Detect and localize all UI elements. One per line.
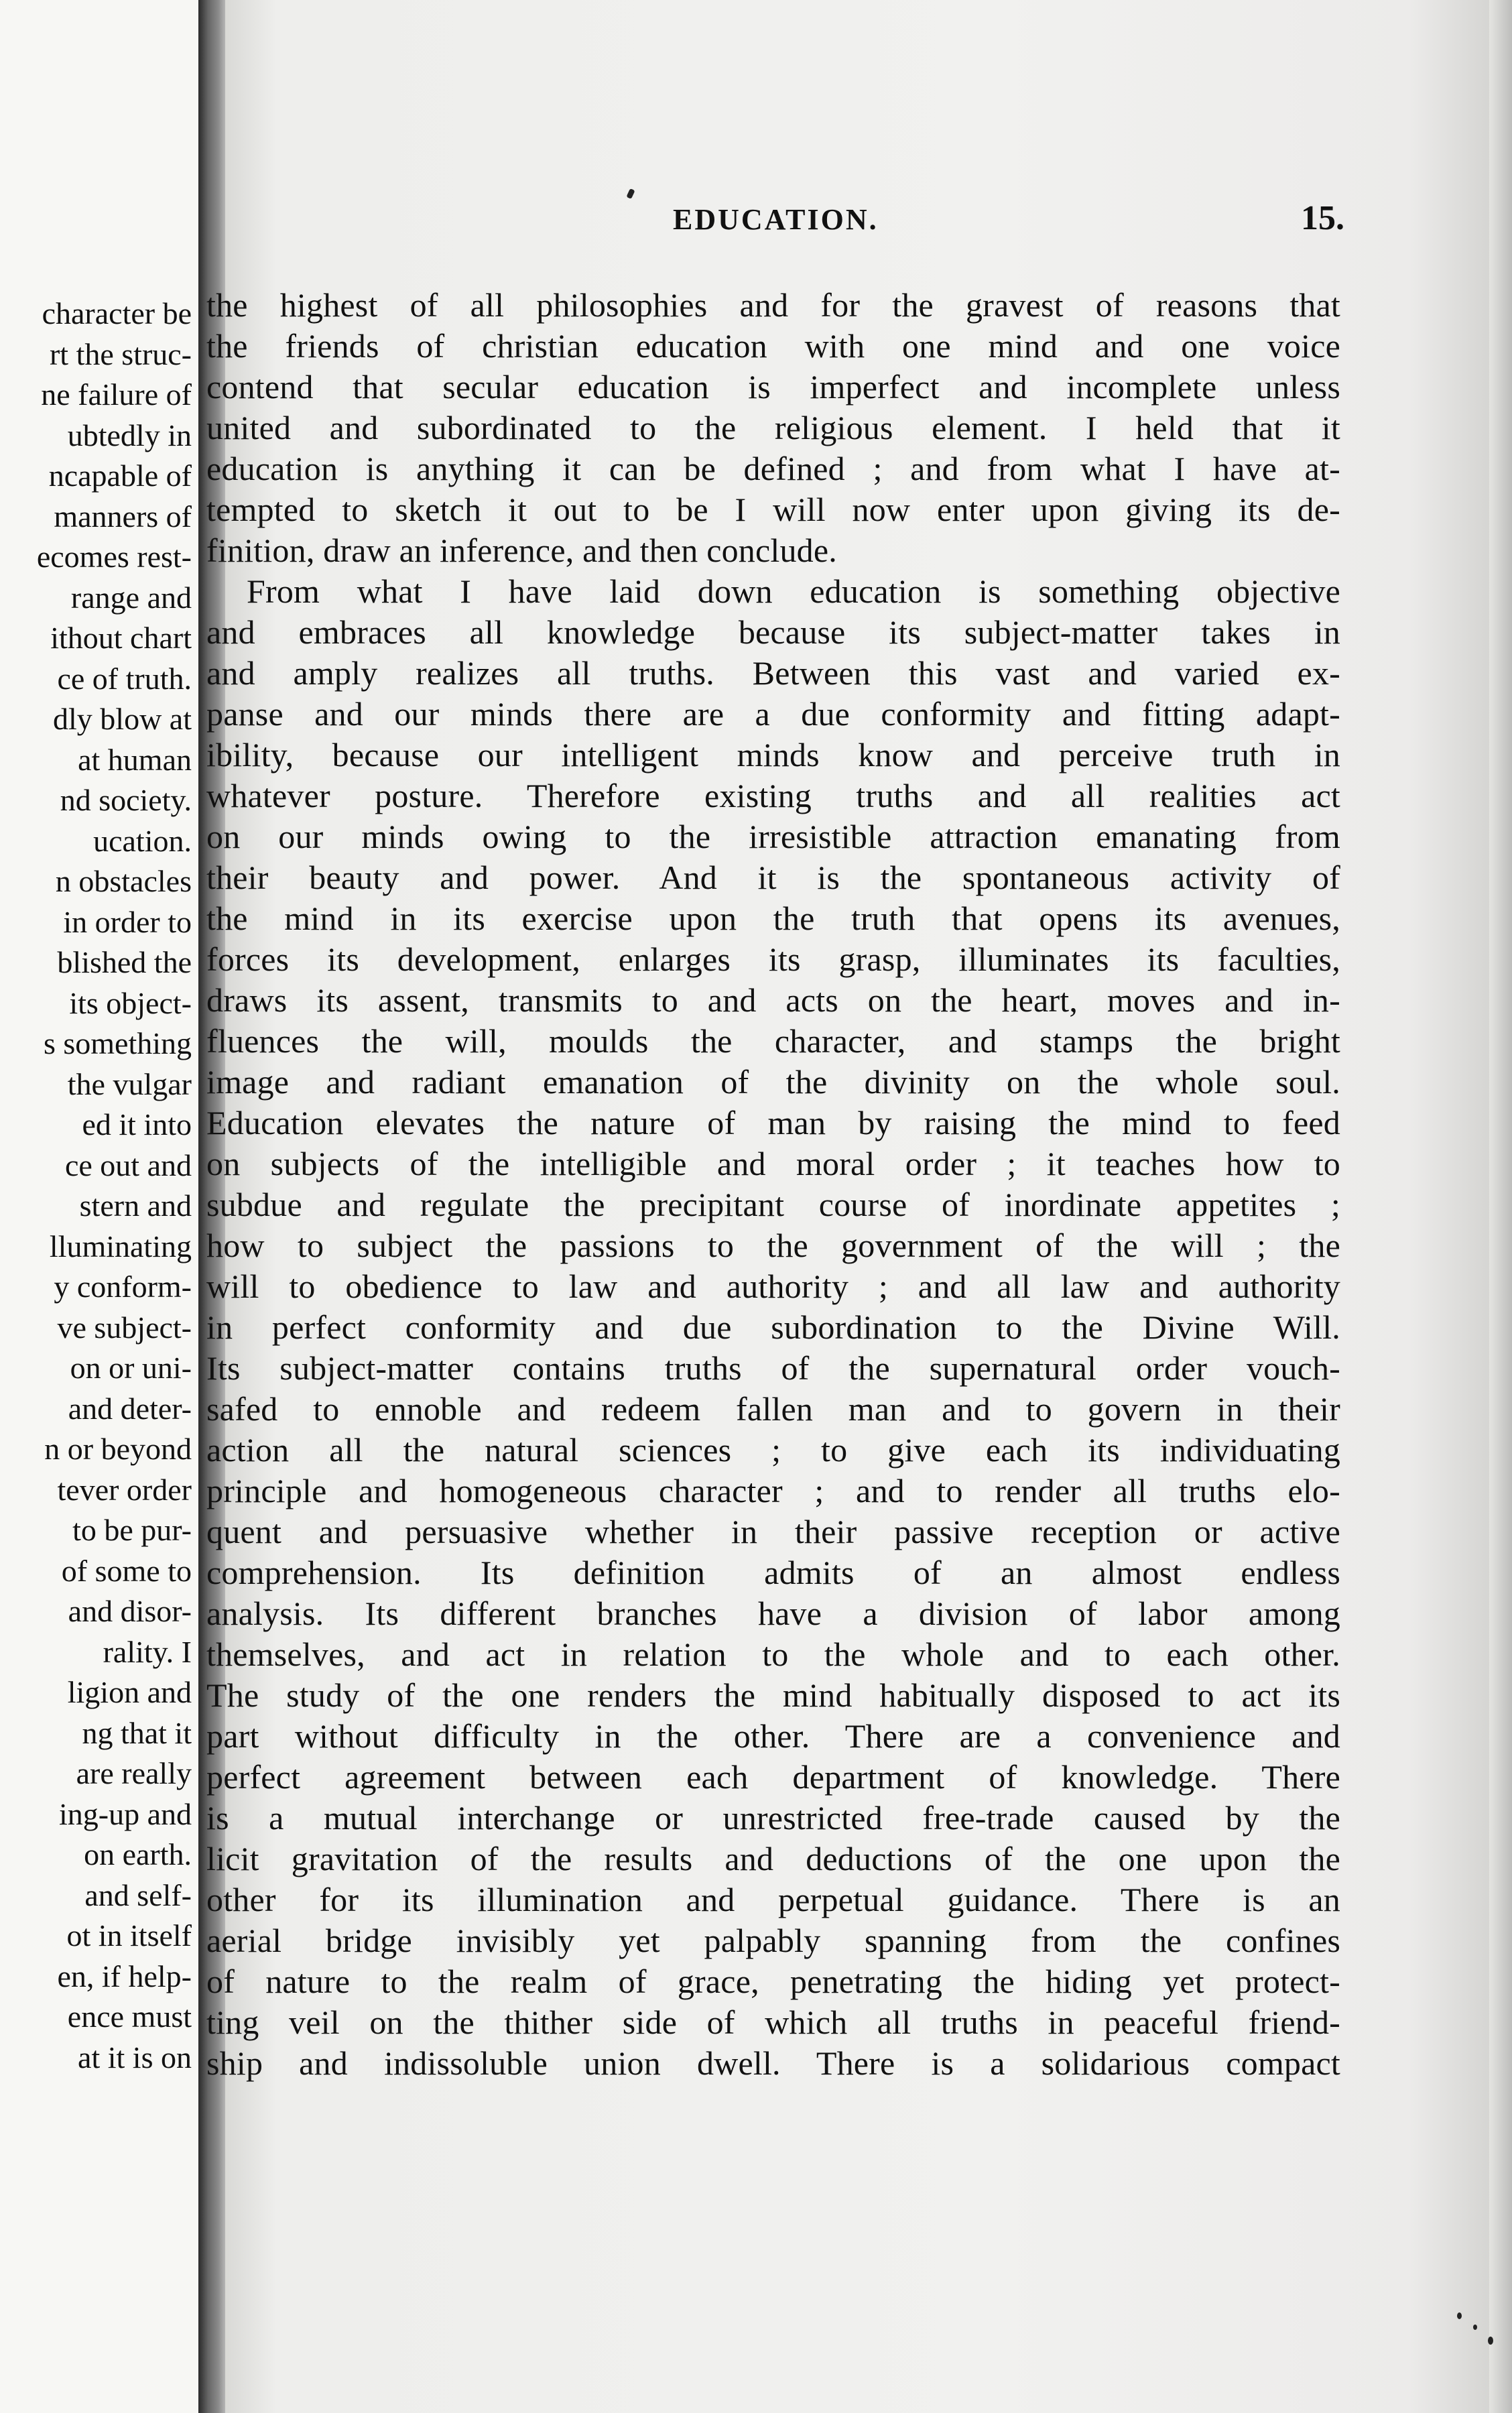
text-line: subdue and regulate the precipitant course of inordinate appetites ; — [206, 1186, 1340, 1223]
facing-page-line: and deter- — [68, 1391, 192, 1426]
text-line: in perfect conformity and due subordination to the Divine Will. — [206, 1308, 1340, 1346]
text-line: other for its illumination and perpetual guidance. There is an — [206, 1881, 1340, 1918]
text-line: ship and indissoluble union dwell. There is a solidarious compact — [206, 2044, 1340, 2082]
text-line: and amply realizes all truths. Between this vast and varied ex- — [206, 654, 1340, 692]
text-line: the friends of christian education with one mind and one voice — [206, 327, 1340, 365]
scan-specks — [1453, 2306, 1500, 2359]
facing-page-line: ncapable of — [48, 458, 192, 493]
text-line: comprehension. Its definition admits of an almost endless — [206, 1554, 1340, 1591]
facing-page-line: s something — [43, 1026, 192, 1060]
page-header — [225, 199, 1344, 245]
text-line: perfect agreement between each department of knowledge. There — [206, 1758, 1340, 1796]
facing-page-line: ithout chart — [50, 621, 192, 655]
text-line: part without difficulty in the other. There are a convenience and — [206, 1717, 1340, 1755]
facing-page-line: ng that it — [82, 1715, 192, 1750]
facing-page-line: ne failure of — [41, 377, 192, 412]
facing-page-line: of some to — [61, 1553, 192, 1588]
facing-page-line: ot in itself — [66, 1918, 192, 1953]
facing-page-line: to be pur- — [72, 1513, 192, 1547]
facing-page-line: character be — [42, 296, 192, 330]
facing-page-line: ucation. — [93, 823, 192, 858]
text-line: education is anything it can be defined ; and from what I have at- — [206, 450, 1340, 487]
text-line: aerial bridge invisibly yet palpably spanning from the confines — [206, 1922, 1340, 1959]
facing-page-line: lluminating — [49, 1229, 192, 1263]
facing-page-line: blished the — [57, 945, 192, 979]
text-line: ting veil on the thither side of which all truths in peaceful friend- — [206, 2003, 1340, 2041]
text-line: ibility, because our intelligent minds know and perceive truth in — [206, 736, 1340, 774]
facing-page-line: y conform- — [54, 1270, 192, 1304]
facing-page-line: range and — [70, 580, 192, 615]
text-line: of nature to the realm of grace, penetrating the hiding yet protect- — [206, 1963, 1340, 2000]
text-line: forces its development, enlarges its grasp, illuminates its faculties, — [206, 940, 1340, 978]
text-line: panse and our minds there are a due conformity and fitting adapt- — [206, 695, 1340, 733]
text-line: Its subject-matter contains truths of the supernatural order vouch- — [206, 1349, 1340, 1387]
facing-page-line: and self- — [84, 1877, 192, 1912]
text-line: themselves, and act in relation to the whole and to each other. — [206, 1635, 1340, 1673]
facing-page-column — [0, 294, 201, 2078]
page-number: 15. — [1301, 199, 1344, 237]
facing-page-line: rt the struc- — [49, 336, 192, 371]
text-line: contend that secular education is imperfect and incomplete unless — [206, 368, 1340, 406]
text-line: on subjects of the intelligible and moral order ; it teaches how to — [206, 1145, 1340, 1182]
text-line: principle and homogeneous character ; and to render all truths elo- — [206, 1472, 1340, 1509]
page-edge-shadow — [1489, 0, 1512, 2413]
text-line: their beauty and power. And it is the spontaneous activity of — [206, 859, 1340, 896]
facing-page-line: ed it into — [82, 1107, 192, 1141]
facing-page-line: ubtedly in — [67, 418, 192, 452]
text-line: finition, draw an inference, and then conclude. — [206, 532, 837, 569]
text-line: Education elevates the nature of man by raising the mind to feed — [206, 1104, 1340, 1141]
text-line: tempted to sketch it out to be I will now enter upon giving its de- — [206, 491, 1340, 528]
text-line: the highest of all philosophies and for the gravest of reasons that — [206, 286, 1340, 324]
text-line: will to obedience to law and authority ; and all law and authority — [206, 1267, 1340, 1305]
text-line: image and radiant emanation of the divinity on the whole soul. — [206, 1063, 1340, 1101]
facing-page-line: in order to — [63, 904, 192, 939]
text-line: on our minds owing to the irresistible attraction emanating from — [206, 818, 1340, 855]
facing-page-line: dly blow at — [53, 702, 192, 736]
facing-page-line: ce of truth. — [57, 661, 192, 696]
facing-page-line: are really — [76, 1756, 192, 1790]
facing-page-line: stern and — [79, 1188, 192, 1223]
facing-page-line: ence must — [67, 1999, 192, 2034]
facing-page-line: the vulgar — [67, 1066, 192, 1101]
facing-page-line: ecomes rest- — [36, 540, 192, 574]
text-line: whatever posture. Therefore existing truths and all realities act — [206, 777, 1340, 814]
facing-page-line: on or uni- — [70, 1351, 192, 1385]
text-line: quent and persuasive whether in their passive reception or active — [206, 1513, 1340, 1550]
text-line: draws its assent, transmits to and acts on the heart, moves and in- — [206, 981, 1340, 1019]
facing-page-line: n or beyond — [44, 1432, 192, 1466]
facing-page-line: nd society. — [60, 783, 192, 817]
text-line: united and subordinated to the religious element. I held that it — [206, 409, 1340, 446]
text-line: licit gravitation of the results and deductions of the one upon the — [206, 1840, 1340, 1877]
text-line: analysis. Its different branches have a division of labor among — [206, 1595, 1340, 1632]
facing-page-line: n obstacles — [55, 864, 192, 898]
facing-page-line: tever order — [57, 1472, 192, 1507]
facing-page-line: ing-up and — [58, 1796, 192, 1831]
facing-page-fragment — [0, 0, 201, 2413]
facing-page-line: ligion and — [67, 1675, 192, 1709]
running-head: EDUCATION. — [673, 203, 879, 236]
text-line: is a mutual interchange or unrestricted free-trade caused by the — [206, 1799, 1340, 1837]
text-line: fluences the will, moulds the character, and stamps the bright — [206, 1022, 1340, 1060]
facing-page-line: and disor- — [68, 1594, 192, 1628]
facing-page-line: on earth. — [84, 1837, 192, 1871]
body-text — [206, 285, 1340, 2084]
facing-page-line: rality. I — [103, 1634, 192, 1669]
text-line: and embraces all knowledge because its subject-matter takes in — [206, 613, 1340, 651]
facing-page-line: at it is on — [78, 2040, 192, 2075]
text-line: how to subject the passions to the government of the will ; the — [206, 1227, 1340, 1264]
facing-page-line: its object- — [69, 985, 192, 1020]
facing-page-line: ce out and — [64, 1148, 192, 1182]
text-line: safed to ennoble and redeem fallen man and to govern in their — [206, 1390, 1340, 1428]
text-line: action all the natural sciences ; to give each its individuating — [206, 1431, 1340, 1469]
facing-page-line: at human — [78, 742, 192, 777]
facing-page-line: ve subject- — [57, 1310, 192, 1345]
text-line: the mind in its exercise upon the truth that opens its avenues, — [206, 900, 1340, 937]
text-line: From what I have laid down education is something objective — [247, 572, 1340, 610]
facing-page-line: en, if help- — [57, 1959, 192, 1993]
text-line: The study of the one renders the mind habitually disposed to act its — [206, 1676, 1340, 1714]
facing-page-line: manners of — [54, 499, 192, 534]
